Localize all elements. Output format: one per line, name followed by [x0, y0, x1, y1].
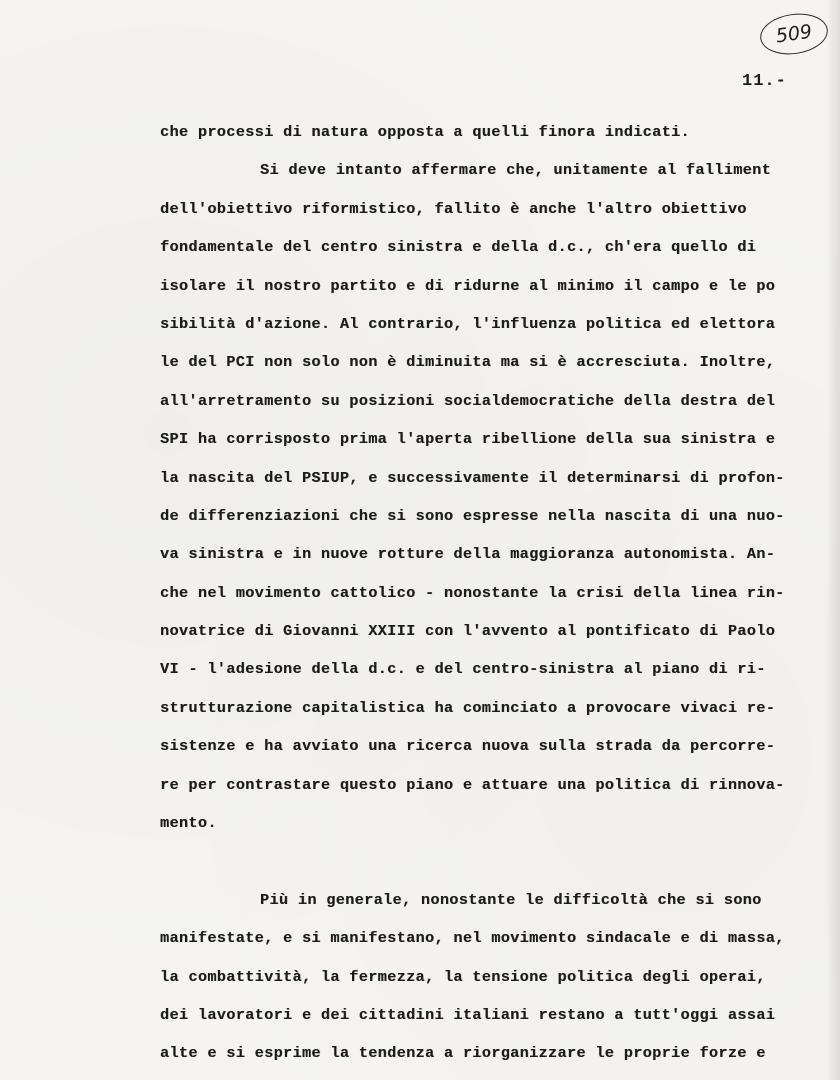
- text-line: all'arretramento su posizioni socialdemocratiche della destra del: [160, 391, 776, 410]
- text-line: strutturazione capitalistica ha cominciato a provocare vivaci re-: [160, 698, 776, 717]
- page-edge-shadow: [826, 0, 840, 1080]
- text-line: Si deve intanto affermare che, unitamente al falliment: [260, 161, 772, 180]
- page-number: 11.-: [742, 72, 787, 91]
- text-line: le del PCI non solo non è diminuita ma si è accresciuta. Inoltre,: [160, 353, 776, 372]
- archive-number-text: 509: [774, 20, 814, 48]
- text-line: la nascita del PSIUP, e successivamente il determinarsi di profon-: [160, 468, 785, 487]
- text-line: de differenziazioni che si sono espresse nella nascita di una nuo-: [160, 506, 785, 525]
- text-line: sibilità d'azione. Al contrario, l'influenza politica ed elettora: [160, 314, 776, 333]
- text-line: VI - l'adesione della d.c. e del centro-sinistra al piano di ri-: [160, 660, 766, 679]
- text-line: fondamentale del centro sinistra e della d.c., ch'era quello di: [160, 238, 757, 257]
- text-line: sistenze e ha avviato una ricerca nuova sulla strada da percorre-: [160, 737, 776, 756]
- text-line: manifestate, e si manifestano, nel movimento sindacale e di massa,: [160, 929, 785, 948]
- text-line: dei lavoratori e dei cittadini italiani restano a tutt'oggi assai: [160, 1005, 776, 1024]
- body-text: [160, 117, 820, 1077]
- archive-number-stamp: [758, 9, 831, 58]
- text-line: alte e si esprime la tendenza a riorganizzare le proprie forze e: [160, 1044, 766, 1063]
- text-line: re per contrastare questo piano e attuare una politica di rinnova-: [160, 775, 785, 794]
- paragraph-gap: [160, 846, 820, 884]
- text-line: va sinistra e in nuove rotture della maggioranza autonomista. An-: [160, 545, 776, 564]
- text-line: isolare il nostro partito e di ridurne al minimo il campo e le po: [160, 276, 776, 295]
- text-line: la combattività, la fermezza, la tensione politica degli operai,: [160, 967, 766, 986]
- text-line: dell'obiettivo riformistico, fallito è anche l'altro obiettivo: [160, 199, 747, 218]
- text-line: Più in generale, nonostante le difficoltà che si sono: [260, 890, 762, 909]
- text-line: novatrice di Giovanni XXIII con l'avvento al pontificato di Paolo: [160, 622, 776, 641]
- text-line: mento.: [160, 814, 217, 833]
- text-line: che processi di natura opposta a quelli finora indicati.: [160, 123, 690, 141]
- text-line: che nel movimento cattolico - nonostante la crisi della linea rin-: [160, 583, 785, 602]
- text-line: SPI ha corrisposto prima l'aperta ribellione della sua sinistra e: [160, 430, 776, 449]
